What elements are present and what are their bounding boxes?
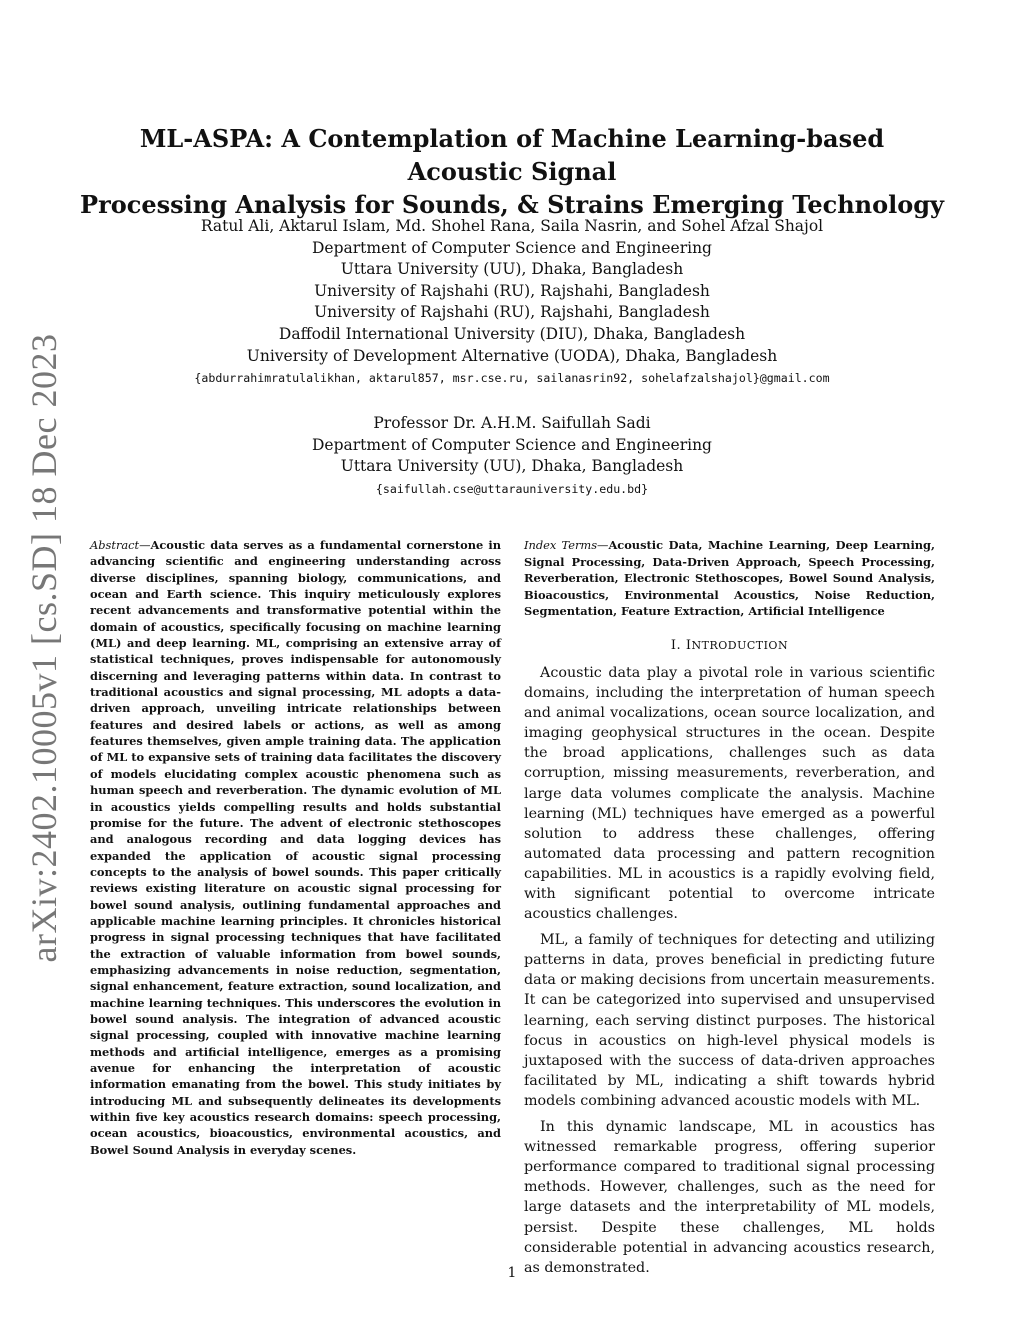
author-block [110,216,914,389]
second-author-block [110,413,914,500]
abstract-text: Acoustic data serves as a fundamental cornerstone in advancing scientific and engineering understanding across diverse disciplines, spanning biology, communications, and ocean and Earth science. This inquiry meticulously explores recent advancements and transformative potential within the domain of acoustics, specifically focusing on machine learning (ML) and deep learning. ML, comprising an extensive array of statistical techniques, proves indispensable for autonomously discerning and leveraging patterns within data. In contrast to traditional acoustics and signal processing, ML adopts a data-driven approach, unveiling intricate relationships between features and desired labels or actions, as well as among features themselves, given ample training data. The application of ML to expansive sets of training data facilitates the discovery of models elucidating complex acoustic phenomena such as human speech and reverberation. The dynamic evolution of ML in acoustics yields compelling results and holds substantial promise for the future. The advent of electronic stethoscopes and analogous recording and data logging devices has expanded the application of acoustic signal processing concepts to the analysis of bowel sounds. This paper critically reviews existing literature on acoustic signal processing for bowel sound analysis, outlining fundamental approaches and applicable machine learning principles. It chronicles historical progress in signal processing techniques that have facilitated the extraction of valuable information from bowel sounds, emphasizing advancements in noise reduction, segmentation, signal enhancement, feature extraction, sound localization, and machine learning techniques. This underscores the evolution in bowel sound analysis. The integration of advanced acoustic signal processing, coupled with innovative machine learning methods and artificial intelligence, emerges as a promising avenue for enhancing the interpretation of acoustic information emanating from the bowel. This study initiates by introducing ML and subsequently delineates its developments within five key acoustics research domains: speech processing, ocean acoustics, bioacoustics, environmental acoustics, and Bowel Sound Analysis in everyday scenes. [90,538,501,1157]
section-title-rest: NTRODUCTION [691,638,789,652]
affiliation-line: University of Development Alternative (UODA), Dhaka, Bangladesh [246,346,778,365]
paper-title-line-2: Processing Analysis for Sounds, & Strains Emerging Technology [80,190,944,219]
affiliation-line: University of Rajshahi (RU), Rajshahi, Bangladesh [314,303,710,322]
page-number: 1 [507,1265,517,1281]
section-numeral: I. [670,637,682,653]
second-author-university: Uttara University (UU), Dhaka, Bangladesh [340,457,684,476]
left-column [90,537,501,1158]
body-paragraph: ML, a family of techniques for detecting and utilizing patterns in data, proves beneficial in predicting future data or making decisions from uncertain measurements. It can be categorized into supervised and unsupervised learning, each serving distinct purposes. The historical focus in acoustics on high-level physical models is juxtaposed with the success of data-driven approaches facilitated by ML, indicating a shift towards hybrid models combining advanced acoustic models with ML. [524,932,935,1109]
affiliation-line: University of Rajshahi (RU), Rajshahi, Bangladesh [314,281,710,300]
paper-title-line-1: ML-ASPA: A Contemplation of Machine Learning-based Acoustic Signal [139,124,885,186]
second-author-department: Department of Computer Science and Engineering [312,435,712,454]
author-names: Ratul Ali, Aktarul Islam, Md. Shohel Rana, Saila Nasrin, and Sohel Afzal Shajol [200,217,824,235]
second-author-email: {saifullah.cse@uttarauniversity.edu.bd} [375,481,649,496]
section-heading-introduction [524,638,935,653]
arxiv-identifier-stamp: arXiv:2402.10005v1 [cs.SD] 18 Dec 2023 [24,333,64,963]
right-column [524,537,935,1284]
abstract [90,537,501,1158]
section-title-initial: I [685,637,692,653]
second-author-name: Professor Dr. A.H.M. Saifullah Sadi [373,414,651,432]
affiliation-line: Department of Computer Science and Engineering [312,238,712,257]
index-terms [524,537,935,620]
body-paragraph: Acoustic data play a pivotal role in various scientific domains, including the interpretation of human speech and animal vocalizations, ocean source localization, and imaging geophysical structures in the ocean. Despite the broad applications, challenges such as data corruption, missing measurements, reverberation, and large data volumes complicate the analysis. Machine learning (ML) techniques have emerged as a powerful solution to address these challenges, offering automated data processing and pattern recognition capabilities. ML in acoustics is a rapidly evolving field, with significant potential to overcome intricate acoustics challenges. [524,664,935,923]
abstract-label: Abstract— [90,538,151,552]
paper-title [80,122,944,221]
affiliation-line: Uttara University (UU), Dhaka, Bangladesh [340,260,684,279]
index-terms-label: Index Terms— [524,538,609,552]
index-terms-text: Acoustic Data, Machine Learning, Deep Learning, Signal Processing, Data-Driven Approach, Speech Processing, Reverberation, Electronic Stethoscopes, Bowel Sound Analysis, Bioacoustics, Environmental Acoustics, Noise Reduction, Segmentation, Feature Extraction, Artificial Intelligence [524,538,935,619]
affiliation-line: Daffodil International University (DIU), Dhaka, Bangladesh [278,324,746,343]
author-emails: {abdurrahimratulalikhan, aktarul857, msr.cse.ru, sailanasrin92, sohelafzalshajol}@gmail.com [194,371,830,386]
body-paragraph: In this dynamic landscape, ML in acoustics has witnessed remarkable progress, offering superior performance compared to traditional signal processing methods. However, challenges, such as the need for large datasets and the interpretability of ML models, persist. Despite these challenges, ML holds considerable potential in advancing acoustics research, as demonstrated. [524,1119,935,1276]
